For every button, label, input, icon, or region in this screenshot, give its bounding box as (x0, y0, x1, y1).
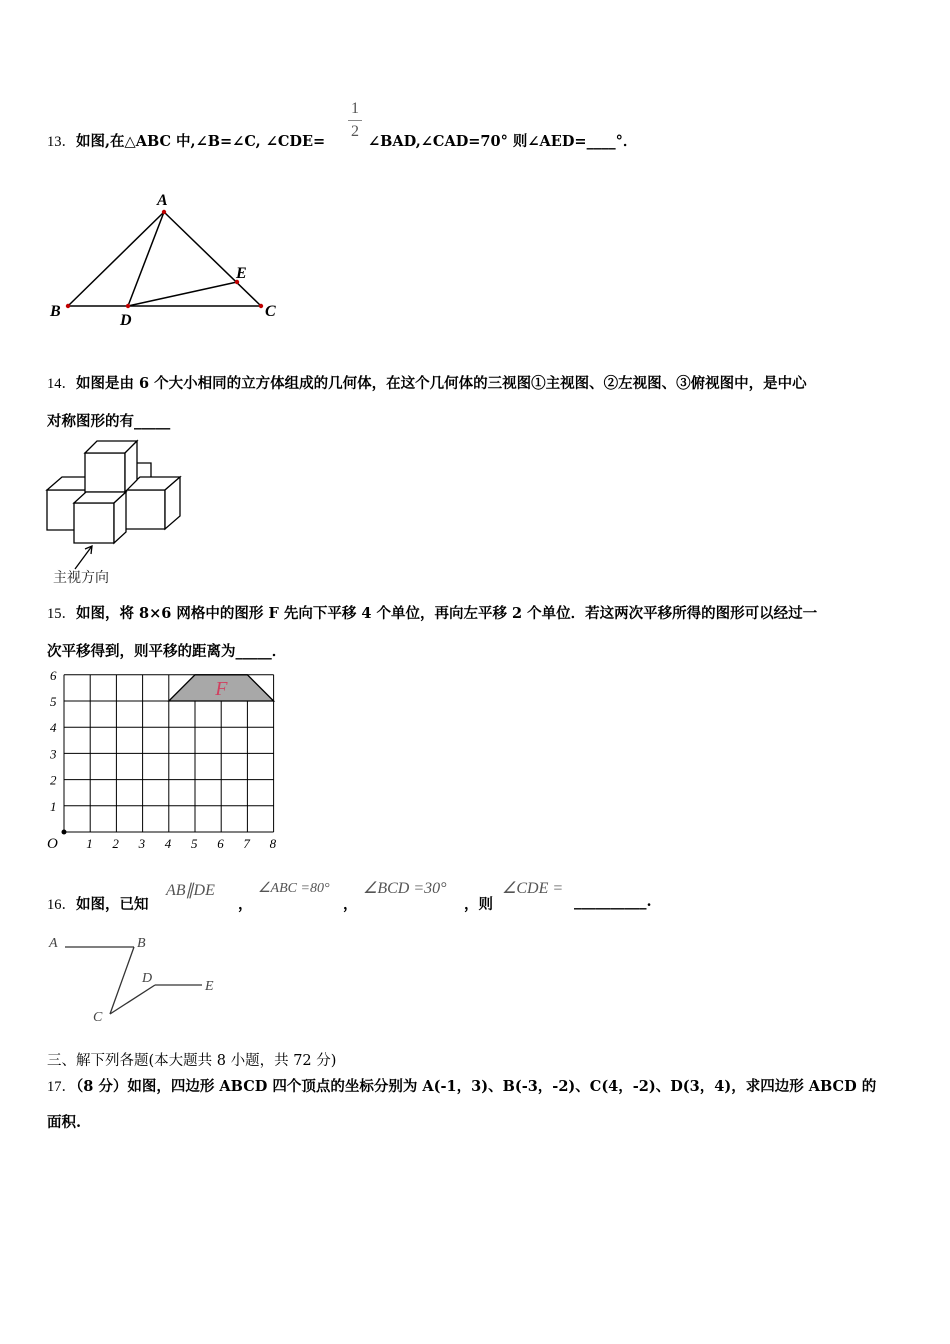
q13-label-b: B (50, 303, 61, 320)
q17-line-1 (47, 1075, 876, 1096)
x-tick-label: 6 (217, 836, 224, 851)
q13-label-d: D (120, 312, 132, 329)
q16-math-2: ∠ABC =80° (258, 881, 330, 896)
q16-answer-blank: __________ (574, 893, 647, 910)
y-tick-label: 1 (50, 798, 57, 814)
q15-grid-figure (40, 665, 290, 855)
q17-number: 17． (47, 1079, 76, 1095)
q17-line-2: 面积. (47, 1114, 82, 1131)
q14-text-2: 对称图形的有 (47, 413, 134, 430)
q16-label-c: C (93, 1010, 103, 1025)
x-tick-label: 8 (269, 836, 277, 851)
q14-number: 14． (47, 376, 76, 392)
q16-math-3: ∠BCD =30° (363, 880, 447, 897)
y-tick-label: 5 (50, 694, 57, 709)
q16-angle-figure (45, 930, 235, 1030)
x-tick-label: 5 (191, 836, 198, 851)
q14-cubes-figure (45, 437, 185, 587)
q13-label-c: C (265, 303, 276, 320)
origin-point (62, 830, 67, 835)
q13-triangle-figure (40, 185, 300, 335)
q13-answer-blank: ____ (586, 133, 616, 150)
q15-line-2 (47, 640, 286, 661)
q15-text-1: 如图，将 8×6 网格中的图形 F 先向下平移 4 个单位，再向左平移 2 个单位．若这两次平移所得的图形可以经过一 (76, 605, 818, 622)
x-tick-label: 7 (243, 836, 250, 851)
q13-fraction (348, 100, 362, 141)
x-tick-label: 3 (138, 836, 146, 851)
q14-line-2 (47, 410, 170, 431)
q16-math-4: ∠CDE = (502, 880, 564, 897)
q13-frac-numerator: 1 (351, 100, 359, 117)
y-tick-label: 3 (50, 746, 57, 762)
q14-line-1 (47, 372, 807, 393)
q16-math-1: AB∥DE (166, 882, 215, 899)
q15-answer-blank: _____ (235, 643, 272, 660)
y-tick-label: 2 (50, 772, 57, 788)
q13-text-a: 如图,在△ABC 中,∠B=∠C, ∠CDE= (76, 133, 326, 150)
q16-sep-2: ， (343, 896, 358, 913)
q16-number: 16． (47, 897, 76, 913)
y-tick-label: 4 (50, 720, 57, 736)
q15-text-end: ． (271, 643, 287, 660)
q16-label-a: A (49, 936, 58, 951)
q13-label-a: A (157, 192, 168, 209)
q17-text-1: （8 分）如图，四边形 ABCD 四个顶点的坐标分别为 A(-1，3)、B(-3，-2)、C(4，-2)、D(3，4)，求四边形 ABCD 的 (76, 1078, 877, 1095)
q13-label-e: E (236, 265, 247, 282)
q16-text-b: ，则 (464, 896, 493, 913)
q13-text-b: ∠BAD,∠CAD=70° 则∠AED= (368, 133, 587, 150)
q13-text-c: °． (615, 133, 638, 150)
q16-sep-1: ， (238, 896, 253, 913)
x-tick-label: 1 (86, 836, 93, 851)
section-3-title: 三、解下列各题(本大题共 8 小题，共 72 分) (47, 1053, 337, 1069)
x-tick-label: 2 (112, 836, 119, 851)
q16-text-end: . (646, 893, 652, 910)
x-tick-label: 4 (164, 836, 172, 851)
q13-line (47, 130, 325, 151)
q16-answer-line (574, 893, 652, 910)
q14-text-1: 如图是由 6 个大小相同的立方体组成的几何体，在这个几何体的三视图①主视图、②左视图、③俯视图中，是中心 (76, 375, 807, 392)
origin-label: O (47, 836, 58, 852)
q15-text-2: 次平移得到，则平移的距离为 (47, 643, 236, 660)
q13-line-b (368, 130, 637, 151)
q13-number: 13． (47, 134, 76, 150)
q13-frac-denominator: 2 (351, 123, 359, 140)
q15-line-1 (47, 602, 817, 623)
q16-label-e: E (205, 979, 214, 994)
q14-answer-blank: _____ (134, 413, 171, 430)
q16-line (47, 893, 149, 914)
y-tick-label: 6 (50, 667, 57, 683)
q14-caption: 主视方向 (53, 571, 109, 586)
q16-label-d: D (142, 971, 153, 986)
q15-number: 15． (47, 606, 76, 622)
shape-f-label: F (215, 677, 228, 700)
q16-label-b: B (137, 936, 146, 951)
q16-text-a: 如图，已知 (76, 896, 149, 913)
